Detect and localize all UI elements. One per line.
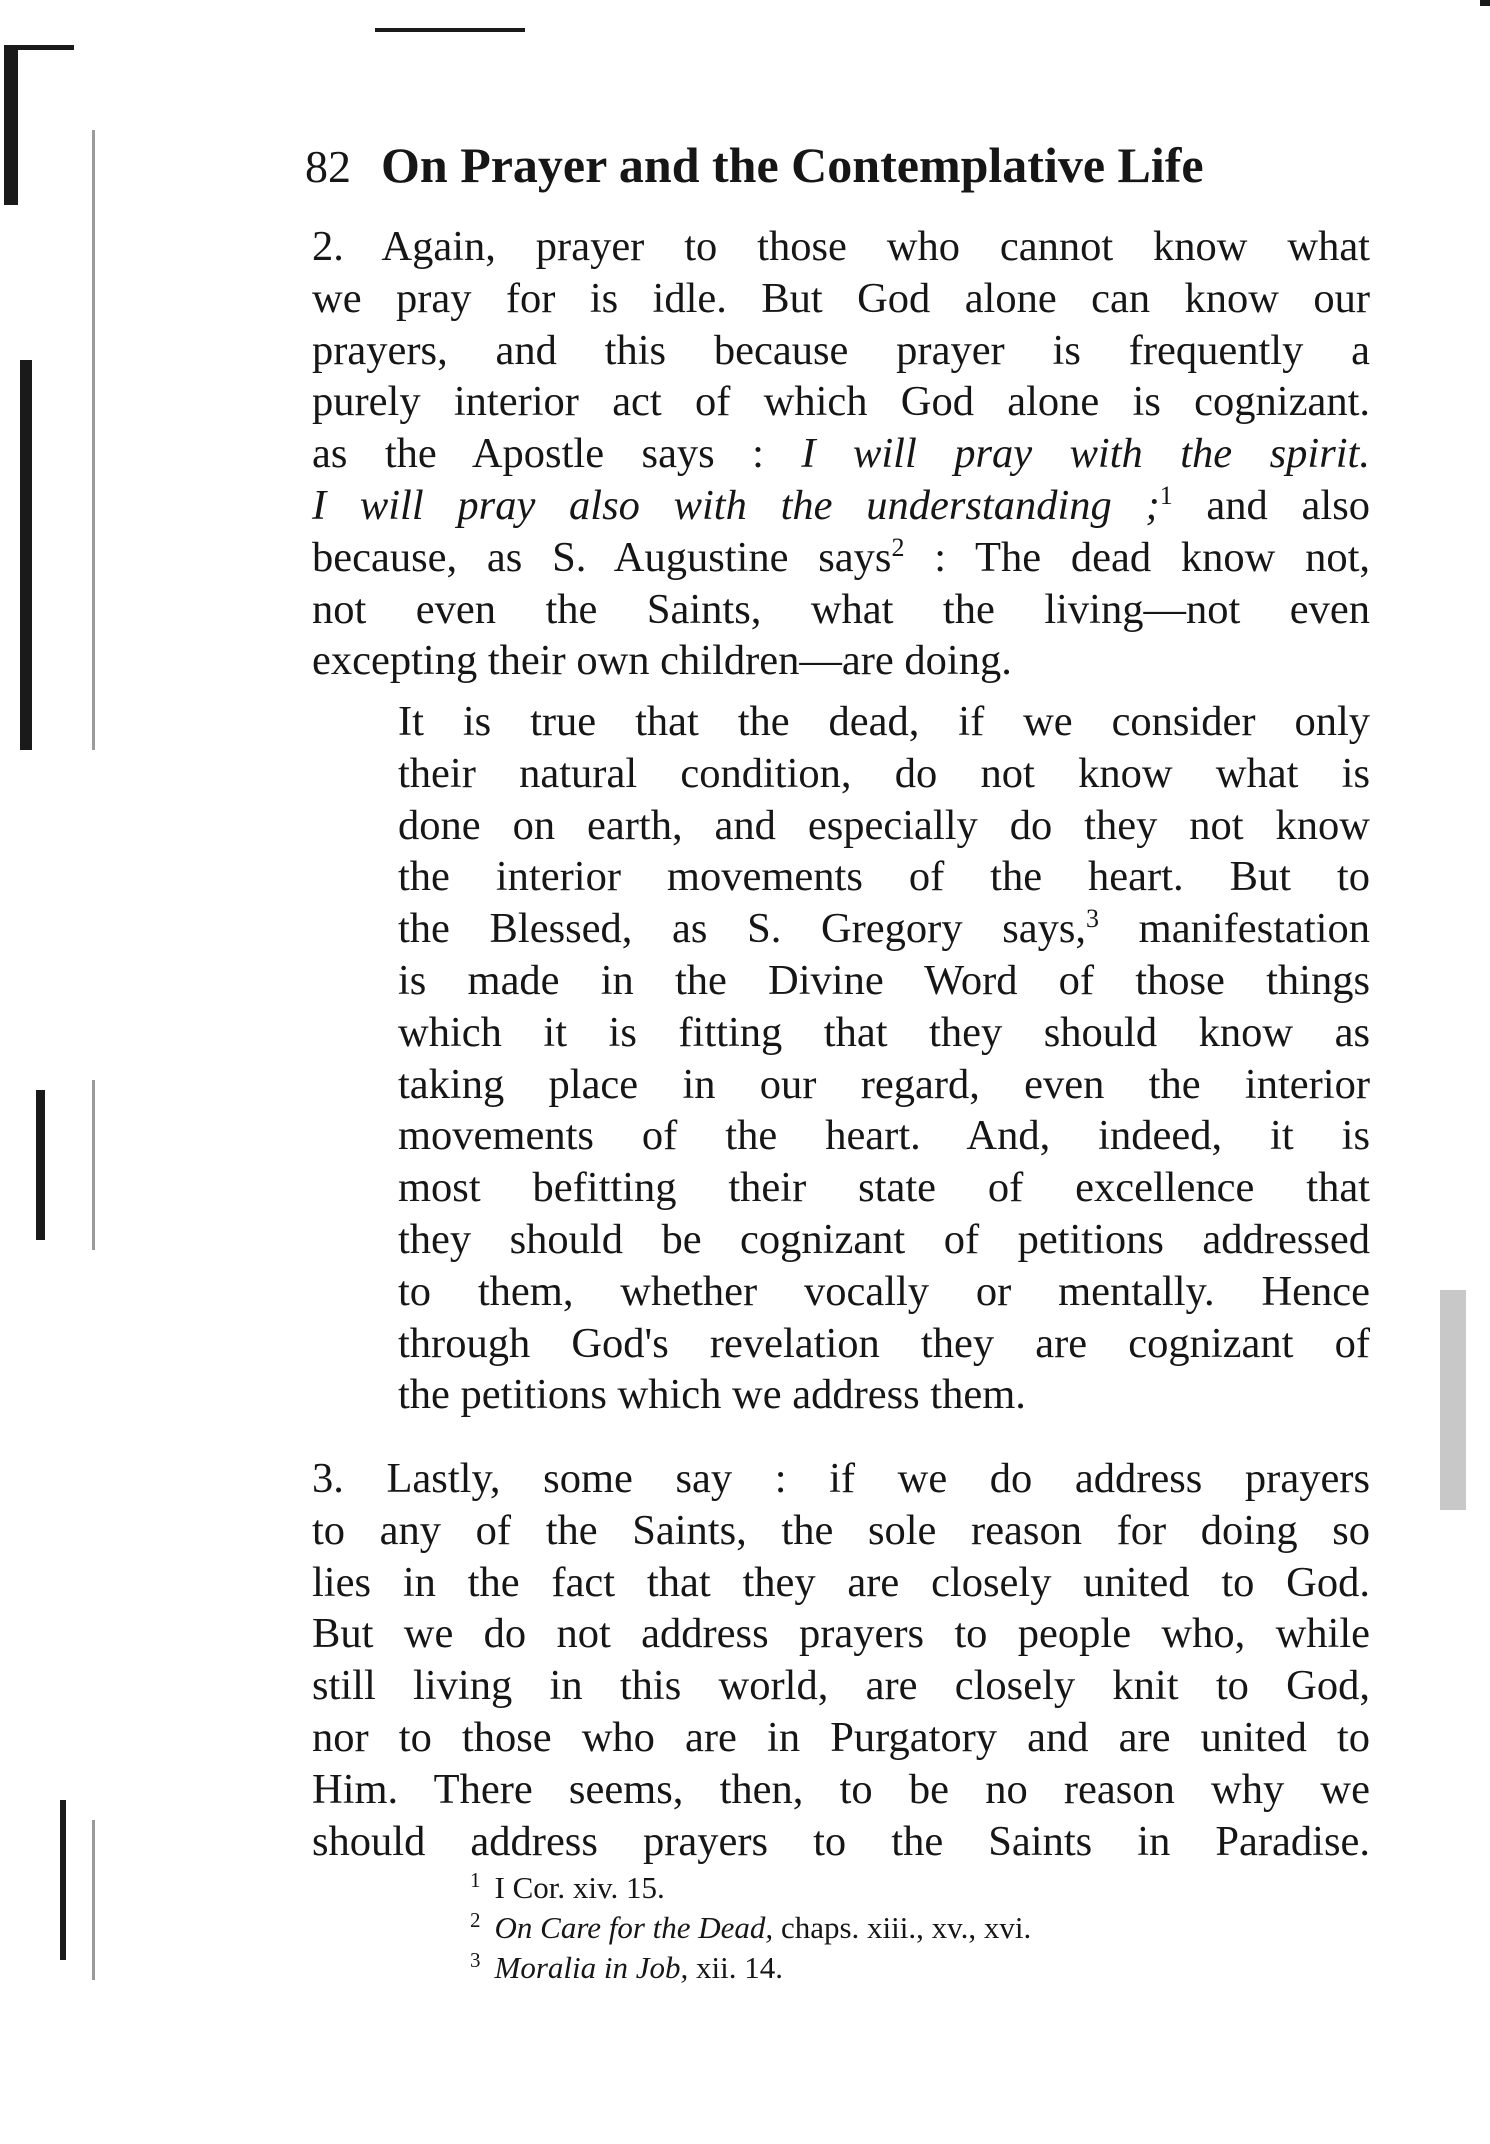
footnote: [470, 1948, 1330, 1988]
text-line: through God's revelation they are cognizant of: [398, 1319, 1370, 1367]
page-number: 82: [305, 141, 351, 192]
text-line: still living in this world, are closely knit to God,: [312, 1662, 1370, 1710]
text-line: most befitting their state of excellence that: [398, 1164, 1370, 1212]
scan-edge-mark: [36, 1090, 45, 1240]
text-line: [312, 428, 1370, 480]
text-line: not even the Saints, what the living—not even: [312, 585, 1370, 633]
text-line: we pray for is idle. But God alone can know our: [312, 274, 1370, 322]
text-line: excepting their own children—are doing.: [312, 637, 1012, 685]
footnote-number: 3: [470, 1947, 481, 1972]
text-line: to them, whether vocally or mentally. Hence: [398, 1267, 1370, 1315]
text-run: the Blessed, as S. Gregory says,: [398, 905, 1087, 953]
text-line: It is true that the dead, if we consider only: [398, 698, 1370, 745]
scan-edge-mark: [60, 1800, 66, 1960]
text-line: nor to those who are in Purgatory and are united to: [312, 1713, 1370, 1761]
text-line: taking place in our regard, even the interior: [398, 1060, 1370, 1108]
footnote-text: chaps. xiii., xv., xvi.: [773, 1910, 1032, 1945]
text-line: [312, 532, 1370, 584]
paragraph-2: [312, 221, 1370, 687]
text-line: prayers, and this because prayer is frequently a: [312, 326, 1370, 374]
footnote-number: 1: [470, 1867, 481, 1892]
scripture-quote: I will pray with the spirit.: [801, 430, 1370, 478]
running-title: On Prayer and the Contemplative Life: [381, 137, 1204, 193]
text-run: because, as S. Augustine says: [312, 533, 892, 581]
text-line: But we do not address prayers to people who, while: [312, 1610, 1370, 1658]
scan-edge-mark: [20, 360, 32, 750]
footnote-ref: 2: [891, 532, 905, 562]
footnote-ref: 3: [1086, 904, 1100, 934]
scan-right-mark: [1440, 1290, 1466, 1510]
footnote-text: xii. 14.: [688, 1950, 783, 1985]
footnote: [470, 1908, 1330, 1948]
text-line: their natural condition, do not know what is: [398, 749, 1370, 797]
text-line: they should be cognizant of petitions addressed: [398, 1215, 1370, 1263]
scan-edge-mark: [92, 130, 95, 750]
scan-edge-mark: [92, 1080, 95, 1250]
text-run: manifestation: [1099, 905, 1370, 953]
footnote: [470, 1868, 1330, 1908]
scan-edge-mark: [4, 45, 18, 205]
paragraph-3: [312, 1453, 1370, 1867]
text-run: : The dead know not,: [904, 533, 1371, 581]
indented-reply: [398, 696, 1370, 1421]
scan-edge-mark: [4, 45, 74, 50]
text-line: 2. Again, prayer to those who cannot know what: [312, 223, 1370, 270]
text-line: movements of the heart. And, indeed, it is: [398, 1112, 1370, 1160]
scan-edge-mark: [92, 1820, 95, 1980]
text-line: purely interior act of which God alone is cognizant.: [312, 378, 1370, 426]
scan-corner-mark: [1480, 0, 1490, 6]
text-line: lies in the fact that they are closely united to God.: [312, 1558, 1370, 1606]
footnote-ref: 1: [1159, 480, 1173, 510]
text-line: which it is fitting that they should know as: [398, 1008, 1370, 1056]
text-line: Him. There seems, then, to be no reason why we: [312, 1765, 1370, 1813]
text-line: should address prayers to the Saints in Paradise.: [312, 1817, 1370, 1865]
footnote-text: I Cor. xiv. 15.: [494, 1870, 665, 1905]
text-line: [312, 480, 1370, 532]
text-line: the interior movements of the heart. But to: [398, 853, 1370, 901]
text-line: done on earth, and especially do they not know: [398, 801, 1370, 849]
text-line: the petitions which we address them.: [398, 1371, 1026, 1419]
text-run: and also: [1172, 481, 1370, 529]
footnote-title: On Care for the Dead,: [494, 1910, 774, 1945]
footnotes: [470, 1868, 1330, 1988]
footnote-title: Moralia in Job,: [494, 1950, 689, 1985]
text-line: to any of the Saints, the sole reason for doing so: [312, 1506, 1370, 1554]
footnote-number: 2: [470, 1907, 481, 1932]
text-line: 3. Lastly, some say : if we do address prayers: [312, 1455, 1370, 1502]
scripture-quote: I will pray also with the understanding ;: [312, 481, 1160, 529]
text-run: as the Apostle says :: [312, 430, 802, 478]
text-line: [398, 903, 1370, 955]
scan-top-mark: [375, 28, 525, 32]
page-header: [305, 135, 1375, 197]
text-line: is made in the Divine Word of those things: [398, 956, 1370, 1004]
